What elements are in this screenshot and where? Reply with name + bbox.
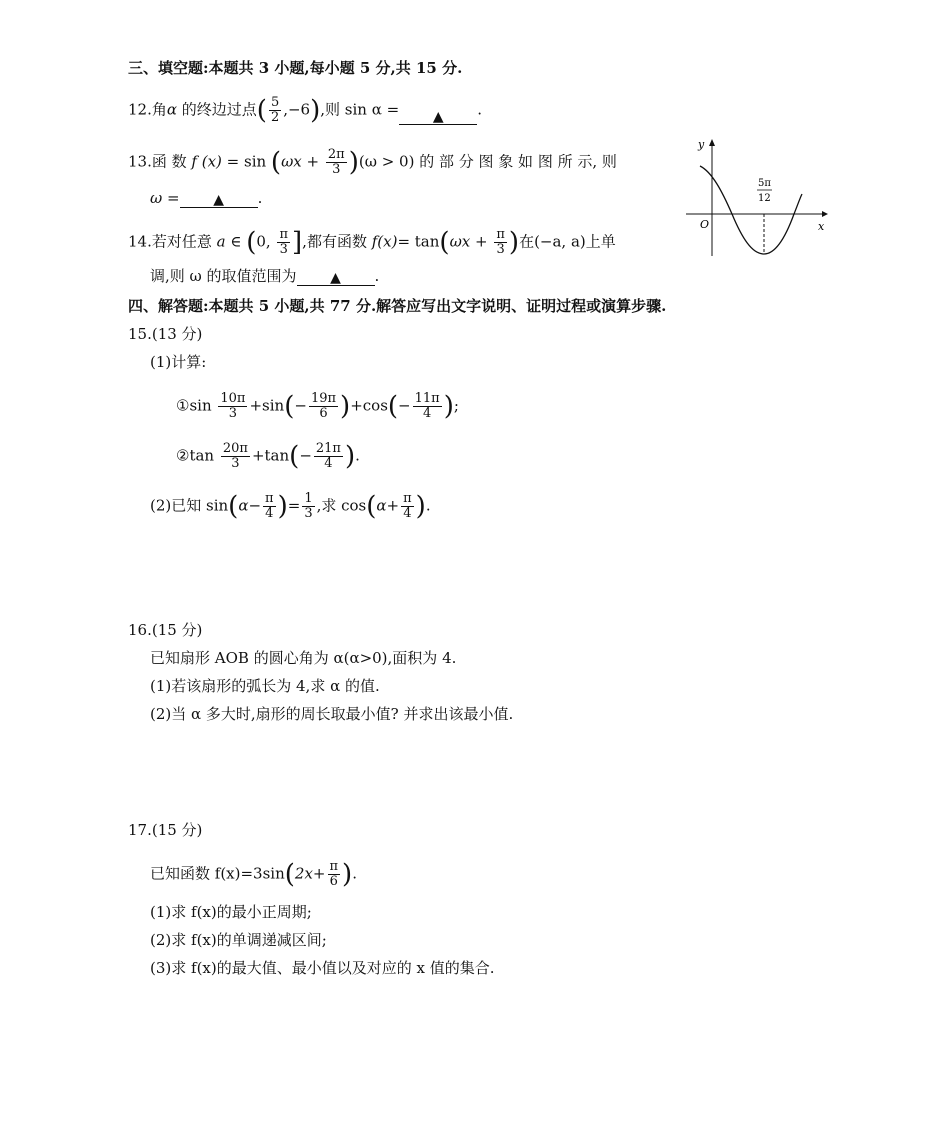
- q14-paren-close: ): [508, 227, 520, 258]
- q15-part2-f1-den: 4: [265, 506, 274, 521]
- graph-y-arrow-icon: [709, 139, 715, 146]
- graph-x-arrow-icon: [822, 211, 828, 217]
- question-13-line-1: [128, 148, 617, 177]
- q15-item1-f3-num: 11π: [414, 391, 440, 406]
- q15-item2-f1-den: 3: [231, 456, 240, 471]
- q13-wx: ωx +: [281, 152, 324, 171]
- q13-fraction: [326, 148, 347, 177]
- q15-part2-paren-1-close: ): [277, 491, 288, 522]
- q14-line1-d: 在(−a, a)上单: [519, 232, 616, 251]
- q17-line-3: (2)求 f(x)的单调递减区间;: [150, 931, 327, 949]
- q14-end: .: [374, 267, 380, 285]
- q14-alpha: a: [216, 232, 226, 251]
- section-4-heading: 四、解答题:本题共 5 小题,共 77 分.解答应写出文字说明、证明过程或演算步骤.: [128, 297, 667, 315]
- graph-tick-num: 5π: [758, 178, 771, 189]
- q15-part2-f3-num: π: [403, 491, 412, 506]
- q17-line-2: (1)求 f(x)的最小正周期;: [150, 903, 312, 921]
- section-3-heading: 三、填空题:本题共 3 小题,每小题 5 分,共 15 分.: [128, 59, 463, 77]
- q13-blank-mark: ▲: [213, 192, 224, 208]
- q13-end: .: [257, 189, 263, 207]
- q15-item1-frac-1: [218, 392, 247, 421]
- q15-item1-paren-2-open: (: [387, 391, 399, 422]
- q15-item1-neg-1: −: [294, 396, 307, 415]
- q15-item2-f2-den: 4: [324, 456, 333, 471]
- q17-line1-a: 已知函数 f(x)=3sin: [150, 864, 285, 883]
- q14-wx: ωx +: [449, 232, 493, 251]
- q15-item2-end: .: [355, 446, 360, 465]
- q15-part2-frac-1: [263, 492, 276, 521]
- q15-item1-a: ①sin: [176, 396, 217, 415]
- q15-part2-f1-num: π: [265, 491, 274, 506]
- q17-frac-den: 6: [329, 874, 338, 889]
- question-14-line-2: [150, 266, 379, 286]
- q14-line1-b: ,都有函数: [302, 232, 372, 251]
- q15-item2-f1-num: 20π: [222, 441, 248, 456]
- q15-item2-f2-num: 21π: [315, 441, 341, 456]
- q13-line2-a: ω =: [150, 189, 180, 207]
- question-14-line-1: [128, 228, 616, 257]
- graph-tick-den: 12: [758, 193, 771, 204]
- q12-middle: 的终边过点: [177, 100, 257, 119]
- q15-item-1: [176, 392, 459, 421]
- q15-item2-paren-close: ): [344, 441, 356, 472]
- graph-x-label: x: [818, 220, 825, 233]
- q12-paren-close: ): [310, 95, 321, 126]
- q12-paren-open: (: [256, 95, 267, 126]
- q14-frac2-num: π: [496, 227, 505, 242]
- q15-item1-frac-2: [309, 392, 338, 421]
- q13-paren-close: ): [348, 147, 359, 178]
- q14-frac2-den: 3: [496, 242, 505, 257]
- q14-line1-a: 14.若对任意: [128, 232, 217, 251]
- question-13-line-2: [150, 188, 262, 208]
- q15-item1-f2-num: 19π: [310, 391, 337, 406]
- q13-line1-b: = sin: [221, 152, 271, 171]
- q12-answer-blank: [399, 106, 477, 125]
- q14-paren-open: (: [439, 227, 450, 258]
- q12-prefix: 12.角: [128, 100, 167, 119]
- q15-item2-b: +tan: [251, 446, 290, 465]
- q15-item1-paren-1-close: ): [340, 391, 351, 422]
- sine-graph: [682, 136, 830, 260]
- q12-frac-num: 5: [270, 95, 280, 110]
- q15-part-1: (1)计算:: [150, 353, 207, 371]
- q13-line1-a: 13.函 数: [128, 152, 192, 171]
- q15-part2-frac-2: [302, 492, 314, 521]
- q17-line1-b: 2x+: [294, 864, 326, 883]
- q14-frac1-den: 3: [279, 242, 288, 257]
- q14-line1-c: = tan: [397, 232, 440, 251]
- q12-after-frac: ,−6: [283, 100, 311, 119]
- q17-line1-end: .: [352, 864, 357, 883]
- q17-paren-open: (: [284, 859, 295, 890]
- q15-title: 15.(13 分): [128, 325, 203, 343]
- q13-line1-c: (ω > 0) 的 部 分 图 象 如 图 所 示, 则: [358, 152, 617, 171]
- q16-line-2: (1)若该扇形的弧长为 4,求 α 的值.: [150, 677, 380, 695]
- q15-item1-f3-den: 4: [423, 406, 432, 421]
- q15-item1-end: ;: [453, 396, 459, 415]
- q15-part2-alpha: α−: [238, 496, 262, 515]
- q15-part2-end: .: [425, 496, 431, 515]
- q15-part2-f2-num: 1: [304, 491, 313, 506]
- q15-item1-f2-den: 6: [319, 406, 328, 421]
- q15-part-2: [150, 492, 431, 521]
- q15-part2-frac-3: [401, 492, 414, 521]
- q13-frac-num: 2π: [327, 147, 345, 162]
- q13-answer-blank: [180, 189, 258, 208]
- q17-paren-close: ): [342, 859, 353, 890]
- q16-title: 16.(15 分): [128, 621, 203, 639]
- q15-item1-paren-2-close: ): [443, 391, 454, 422]
- q15-part2-f2-den: 3: [304, 506, 313, 521]
- graph-y-label: y: [698, 138, 705, 151]
- q12-fraction: [269, 96, 281, 125]
- q14-fraction-2: [494, 228, 507, 257]
- q15-item1-f1-den: 3: [228, 406, 238, 421]
- q14-blank-mark: ▲: [330, 270, 341, 286]
- q12-alpha: α: [166, 100, 177, 119]
- q17-line-4: (3)求 f(x)的最大值、最小值以及对应的 x 值的集合.: [150, 959, 495, 977]
- q14-bracket-close: ]: [292, 227, 303, 258]
- q12-frac-den: 2: [270, 110, 280, 125]
- q15-item1-neg-2: −: [398, 396, 411, 415]
- q13-fx: f (x): [191, 152, 222, 171]
- q15-item1-f1-num: 10π: [220, 391, 246, 406]
- q15-part2-paren-2-open: (: [366, 491, 377, 522]
- q12-tail: ,则 sin α =: [320, 100, 400, 119]
- q15-item2-neg: −: [299, 446, 312, 465]
- q15-item-2: [176, 442, 360, 471]
- q14-in: ∈: [225, 232, 247, 251]
- q12-blank-mark: ▲: [432, 109, 444, 125]
- q14-fx: f(x): [371, 232, 398, 251]
- q15-item2-frac-2: [314, 442, 343, 471]
- q15-item1-c: +cos: [350, 396, 388, 415]
- q16-line-3: (2)当 α 多大时,扇形的周长取最小值? 并求出该最小值.: [150, 705, 514, 723]
- q14-answer-blank: [297, 267, 375, 286]
- q14-line2-a: 调,则 ω 的取值范围为: [150, 267, 297, 285]
- q15-part2-alpha-2: α+: [376, 496, 400, 515]
- q15-item2-frac-1: [221, 442, 250, 471]
- q14-int-a: 0,: [256, 232, 276, 251]
- q15-part2-paren-1-open: (: [228, 491, 239, 522]
- q15-item1-b: +sin: [249, 396, 285, 415]
- q12-end: .: [477, 100, 482, 119]
- q15-part2-b: ,求 cos: [316, 496, 367, 515]
- q13-frac-den: 3: [332, 162, 341, 177]
- q14-fraction-1: [277, 228, 290, 257]
- graph-curve: [700, 166, 802, 254]
- q17-title: 17.(15 分): [128, 821, 203, 839]
- q13-paren-open: (: [270, 147, 282, 178]
- q15-item1-frac-3: [413, 392, 442, 421]
- q17-line-1: [150, 860, 357, 889]
- q15-item1-paren-1-open: (: [284, 391, 295, 422]
- q15-item2-paren-open: (: [289, 441, 300, 472]
- q16-line-1: 已知扇形 AOB 的圆心角为 α(α>0),面积为 4.: [150, 649, 457, 667]
- q17-fraction: [328, 860, 341, 889]
- question-12: [128, 96, 482, 125]
- graph-origin-label: O: [700, 218, 710, 231]
- q17-frac-num: π: [329, 859, 339, 874]
- q14-bracket-open: (: [246, 227, 257, 258]
- q15-item2-a: ②tan: [176, 446, 219, 465]
- q15-part2-a: (2)已知 sin: [150, 496, 229, 515]
- q15-part2-f3-den: 4: [403, 506, 412, 521]
- q14-frac1-num: π: [279, 227, 289, 242]
- q15-part2-paren-2-close: ): [415, 491, 426, 522]
- q15-part2-eq: =: [287, 496, 301, 515]
